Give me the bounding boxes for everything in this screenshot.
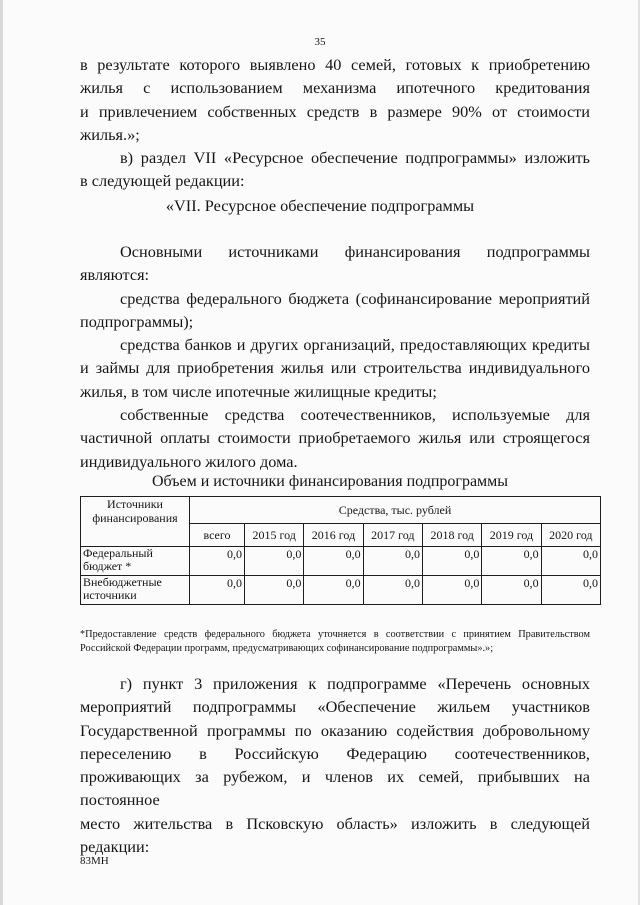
paragraph-line: проживающих за рубежом, и членов их семей, прибывших на постоянное <box>80 767 590 810</box>
table-cell: 0,0 <box>190 547 245 576</box>
intro-text <box>80 53 590 193</box>
paragraph-line: в следующей редакции: <box>80 171 245 191</box>
paragraph-line: жилья.»; <box>80 124 140 144</box>
paragraph-line: Основными источниками финансирования подпрограммы <box>120 242 590 261</box>
paragraph-line: жилья, в том числе ипотечные жилищные кредиты; <box>80 381 437 401</box>
table-cell: 0,0 <box>363 576 422 605</box>
paragraph-line: и займы для приобретения жилья или строительства индивидуального <box>80 358 590 378</box>
financing-table <box>80 496 601 605</box>
header-year: 2016 год <box>304 524 363 547</box>
paragraph-line: средства банков и других организаций, предоставляющих кредиты <box>120 335 590 355</box>
document-code: 83МН <box>80 855 109 867</box>
page-number: 35 <box>314 36 326 48</box>
header-funds-group: Средства, тыс. рублей <box>190 497 601 524</box>
table-cell: 0,0 <box>363 547 422 576</box>
row-label: Федеральный бюджет * <box>81 547 190 576</box>
table-footnote: *Предоставление средств федерального бюджета уточняется в соответствии с принятием Правительством Российской Федерации программ, предусматривающих софинансирование подпрограммы».»; <box>80 629 590 654</box>
amendment-text <box>80 672 590 858</box>
paragraph-line: г) пункт 3 приложения к подпрограмме «Перечень основных <box>120 674 590 693</box>
table-cell: 0,0 <box>245 547 304 576</box>
paragraph-line: являются: <box>80 265 150 285</box>
table-cell: 0,0 <box>190 576 245 605</box>
paragraph-line: подпрограммы); <box>80 311 194 331</box>
table-row <box>81 576 601 605</box>
paragraph-line: редакции: <box>80 837 150 857</box>
header-year: 2015 год <box>245 524 304 547</box>
table-row <box>81 547 601 576</box>
header-year: 2020 год <box>541 524 600 547</box>
table-cell: 0,0 <box>304 576 363 605</box>
paragraph-line: жилья с использованием механизма ипотечного кредитования <box>80 78 590 98</box>
header-year: 2017 год <box>363 524 422 547</box>
paragraph-line: индивидуального жилого дома. <box>80 451 298 471</box>
header-total: всего <box>190 524 245 547</box>
table-cell: 0,0 <box>245 576 304 605</box>
header-year: 2019 год <box>482 524 541 547</box>
paragraph-line: средства федерального бюджета (софинансирование мероприятий <box>120 288 590 308</box>
paragraph-line: в результате которого выявлено 40 семей, готовых к приобретению <box>80 55 590 74</box>
table-cell: 0,0 <box>304 547 363 576</box>
paragraph-line: собственные средства соотечественников, используемые для <box>120 405 590 425</box>
header-year: 2018 год <box>422 524 481 547</box>
paragraph-line: и привлечением собственных средств в размере 90% от стоимости <box>80 101 590 121</box>
funding-sources-text <box>80 240 590 473</box>
table-cell: 0,0 <box>541 547 600 576</box>
table-cell: 0,0 <box>482 576 541 605</box>
section-heading: «VII. Ресурсное обеспечение подпрограммы <box>165 196 475 215</box>
paragraph-line: в) раздел VII «Ресурсное обеспечение подпрограммы» изложить <box>120 148 590 168</box>
table-cell: 0,0 <box>422 547 481 576</box>
paragraph-line: частичной оплаты стоимости приобретаемого жилья или строящегося <box>80 428 590 448</box>
paragraph-line: мероприятий подпрограммы «Обеспечение жильем участников <box>80 697 590 717</box>
header-funding-sources: Источники финансирования <box>81 497 190 547</box>
paragraph-line: переселению в Российскую Федерацию соотечественников, <box>80 743 590 763</box>
table-cell: 0,0 <box>541 576 600 605</box>
paragraph-line: место жительства в Псковскую область» изложить в следующей <box>80 813 590 833</box>
table-cell: 0,0 <box>422 576 481 605</box>
row-label: Внебюджетные источники <box>81 576 190 605</box>
paragraph-line: Государственной программы по оказанию содействия добровольному <box>80 720 590 740</box>
table-caption: Объем и источники финансирования подпрограммы <box>151 473 509 490</box>
scan-left-edge <box>0 0 3 905</box>
table-cell: 0,0 <box>482 547 541 576</box>
